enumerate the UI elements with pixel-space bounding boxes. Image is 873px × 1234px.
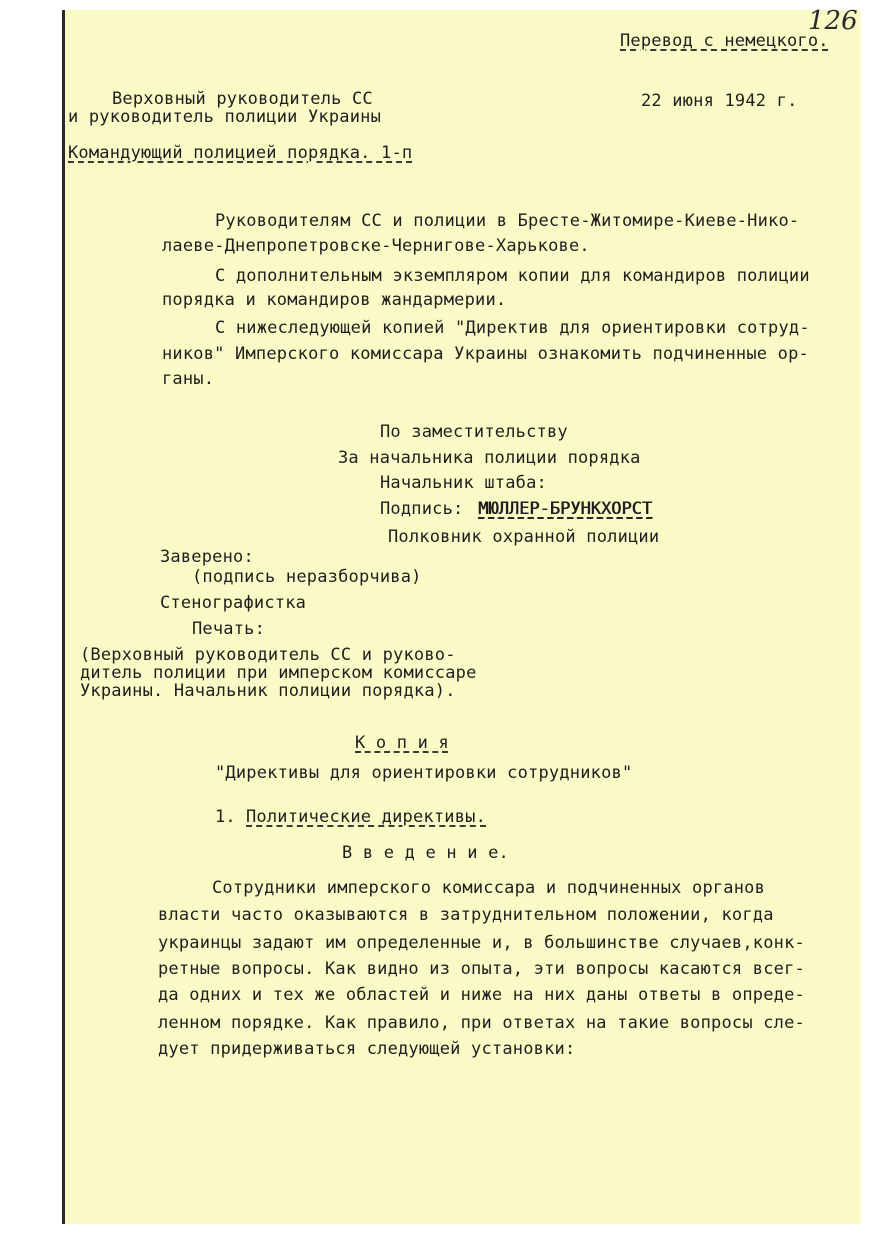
body-line-4: ретные вопросы. Как видно из опыта, эти вопросы касаются всег- <box>158 959 805 979</box>
page-number: 126 <box>808 6 858 36</box>
seal-line-1: (Верховный руководитель СС и руково- <box>80 645 456 665</box>
issuer-line-1: Верховный руководитель СС <box>112 89 373 109</box>
address-line-2: лаеве-Днепропетровске-Чернигове-Харькове. <box>162 236 590 256</box>
address-line-4: порядка и командиров жандармерии. <box>162 290 507 310</box>
signature-rank: Полковник охранной полиции <box>388 527 660 547</box>
address-line-5: С нижеследующей копией "Директив для ориентировки сотруд- <box>215 318 810 338</box>
signature-line-3: Начальник штаба: <box>380 473 547 493</box>
directives-title: "Директивы для ориентировки сотрудников" <box>215 763 633 783</box>
body-line-3: украинцы задают им определенные и, в большинстве случаев,конк- <box>158 933 805 953</box>
introduction-heading: В в е д е н и е. <box>342 843 509 863</box>
seal-line-2: дитель полиции при имперском комиссаре <box>80 663 477 683</box>
body-line-2: власти часто оказываются в затруднительном положении, когда <box>158 905 774 925</box>
copy-heading: К о п и я <box>355 733 449 753</box>
body-line-6: ленном порядке. Как правило, при ответах на такие вопросы сле- <box>158 1013 805 1033</box>
seal-label: Печать: <box>192 619 266 639</box>
address-line-6: ников" Имперского комиссара Украины ознакомить подчиненные ор- <box>162 344 809 364</box>
translation-note: Перевод с немецкого. <box>620 31 829 51</box>
seal-line-3: Украины. Начальник полиции порядка). <box>80 681 456 701</box>
body-line-5: да одних и тех же областей и ниже на них даны ответы в опреде- <box>158 985 805 1005</box>
address-line-1: Руководителям СС и полиции в Бресте-Житомире-Киеве-Нико- <box>215 211 800 231</box>
section-title: Политические директивы. <box>246 807 487 827</box>
document-date: 22 июня 1942 г. <box>641 91 798 111</box>
body-line-1: Сотрудники имперского комиссара и подчиненных органов <box>212 878 766 898</box>
signature-name: МЮЛЛЕР-БРУНКХОРСТ <box>478 499 652 519</box>
address-line-7: ганы. <box>162 369 215 389</box>
signature-label: Подпись: <box>380 499 464 519</box>
signature-line-1: По заместительству <box>380 422 568 442</box>
address-line-3: С дополнительным экземпляром копии для командиров полиции <box>215 266 810 286</box>
section-number: 1. <box>215 807 236 827</box>
department-line: Командующий полицией порядка. 1-п <box>68 143 413 163</box>
certified-label: Заверено: <box>160 547 254 567</box>
stenographer-role: Стенографистка <box>160 593 307 613</box>
issuer-line-2: и руководитель полиции Украины <box>68 107 382 127</box>
body-line-7: дует придерживаться следующей установки: <box>158 1039 576 1059</box>
illegible-signature: (подпись неразборчива) <box>192 567 422 587</box>
signature-line-2: За начальника полиции порядка <box>338 448 641 468</box>
